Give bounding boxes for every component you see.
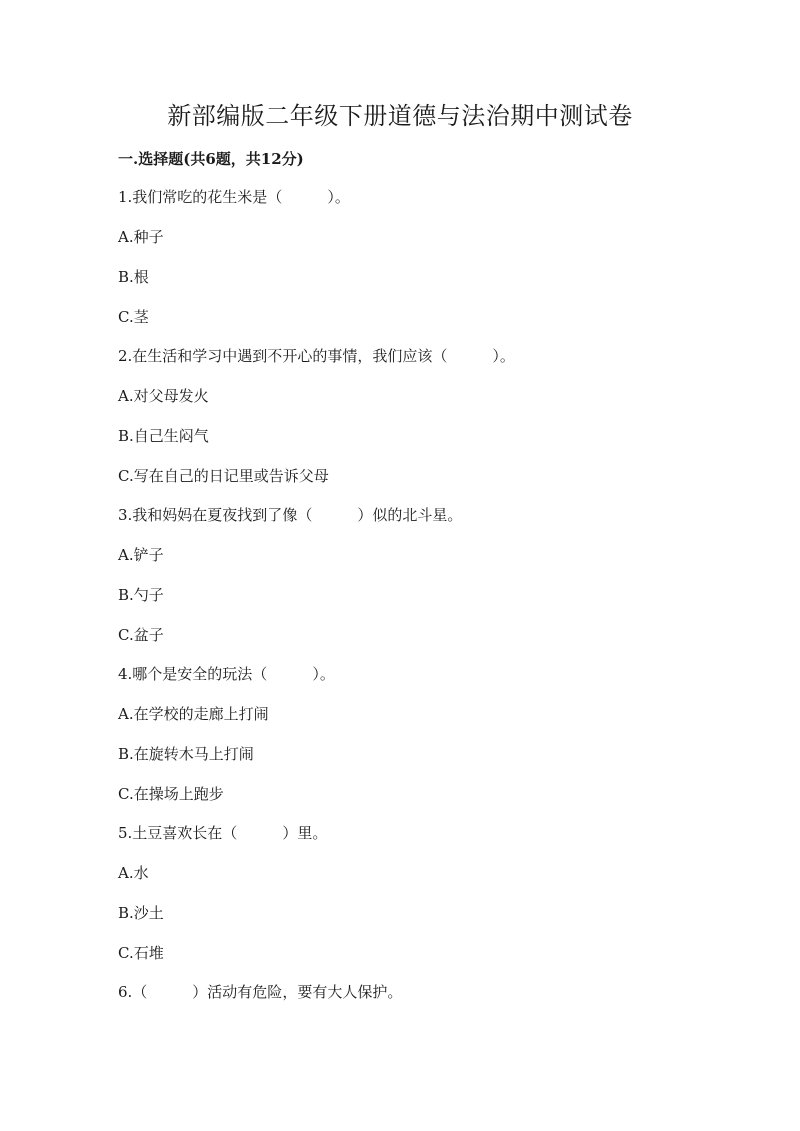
question-2-option-c: C.写在自己的日记里或告诉父母 [118, 467, 329, 485]
question-5-option-c: C.石堆 [118, 944, 164, 962]
question-5-option-a: A.水 [118, 864, 149, 882]
question-6-stem: 6.（ ）活动有危险，要有大人保护。 [118, 983, 403, 1001]
question-3-stem: 3.我和妈妈在夏夜找到了像（ ）似的北斗星。 [118, 506, 463, 524]
question-1-option-c: C.茎 [118, 308, 149, 326]
question-5-option-b: B.沙土 [118, 904, 164, 922]
question-1-stem: 1.我们常吃的花生米是（ ）。 [118, 188, 350, 206]
question-2-stem: 2.在生活和学习中遇到不开心的事情，我们应该（ ）。 [118, 347, 515, 365]
question-2-option-a: A.对父母发火 [118, 387, 209, 405]
question-4-stem: 4.哪个是安全的玩法（ ）。 [118, 665, 335, 683]
question-1-option-a: A.种子 [118, 228, 164, 246]
section-heading: 一.选择题(共6题，共12分) [118, 150, 304, 168]
question-3-option-c: C.盆子 [118, 626, 164, 644]
question-3-option-a: A.铲子 [118, 546, 164, 564]
question-4-option-b: B.在旋转木马上打闹 [118, 745, 254, 763]
question-4-option-a: A.在学校的走廊上打闹 [118, 705, 269, 723]
page-title: 新部编版二年级下册道德与法治期中测试卷 [167, 102, 633, 130]
question-1-option-b: B.根 [118, 268, 149, 286]
question-5-stem: 5.土豆喜欢长在（ ）里。 [118, 824, 328, 842]
question-2-option-b: B.自己生闷气 [118, 427, 209, 445]
question-4-option-c: C.在操场上跑步 [118, 785, 224, 803]
question-3-option-b: B.勺子 [118, 586, 164, 604]
